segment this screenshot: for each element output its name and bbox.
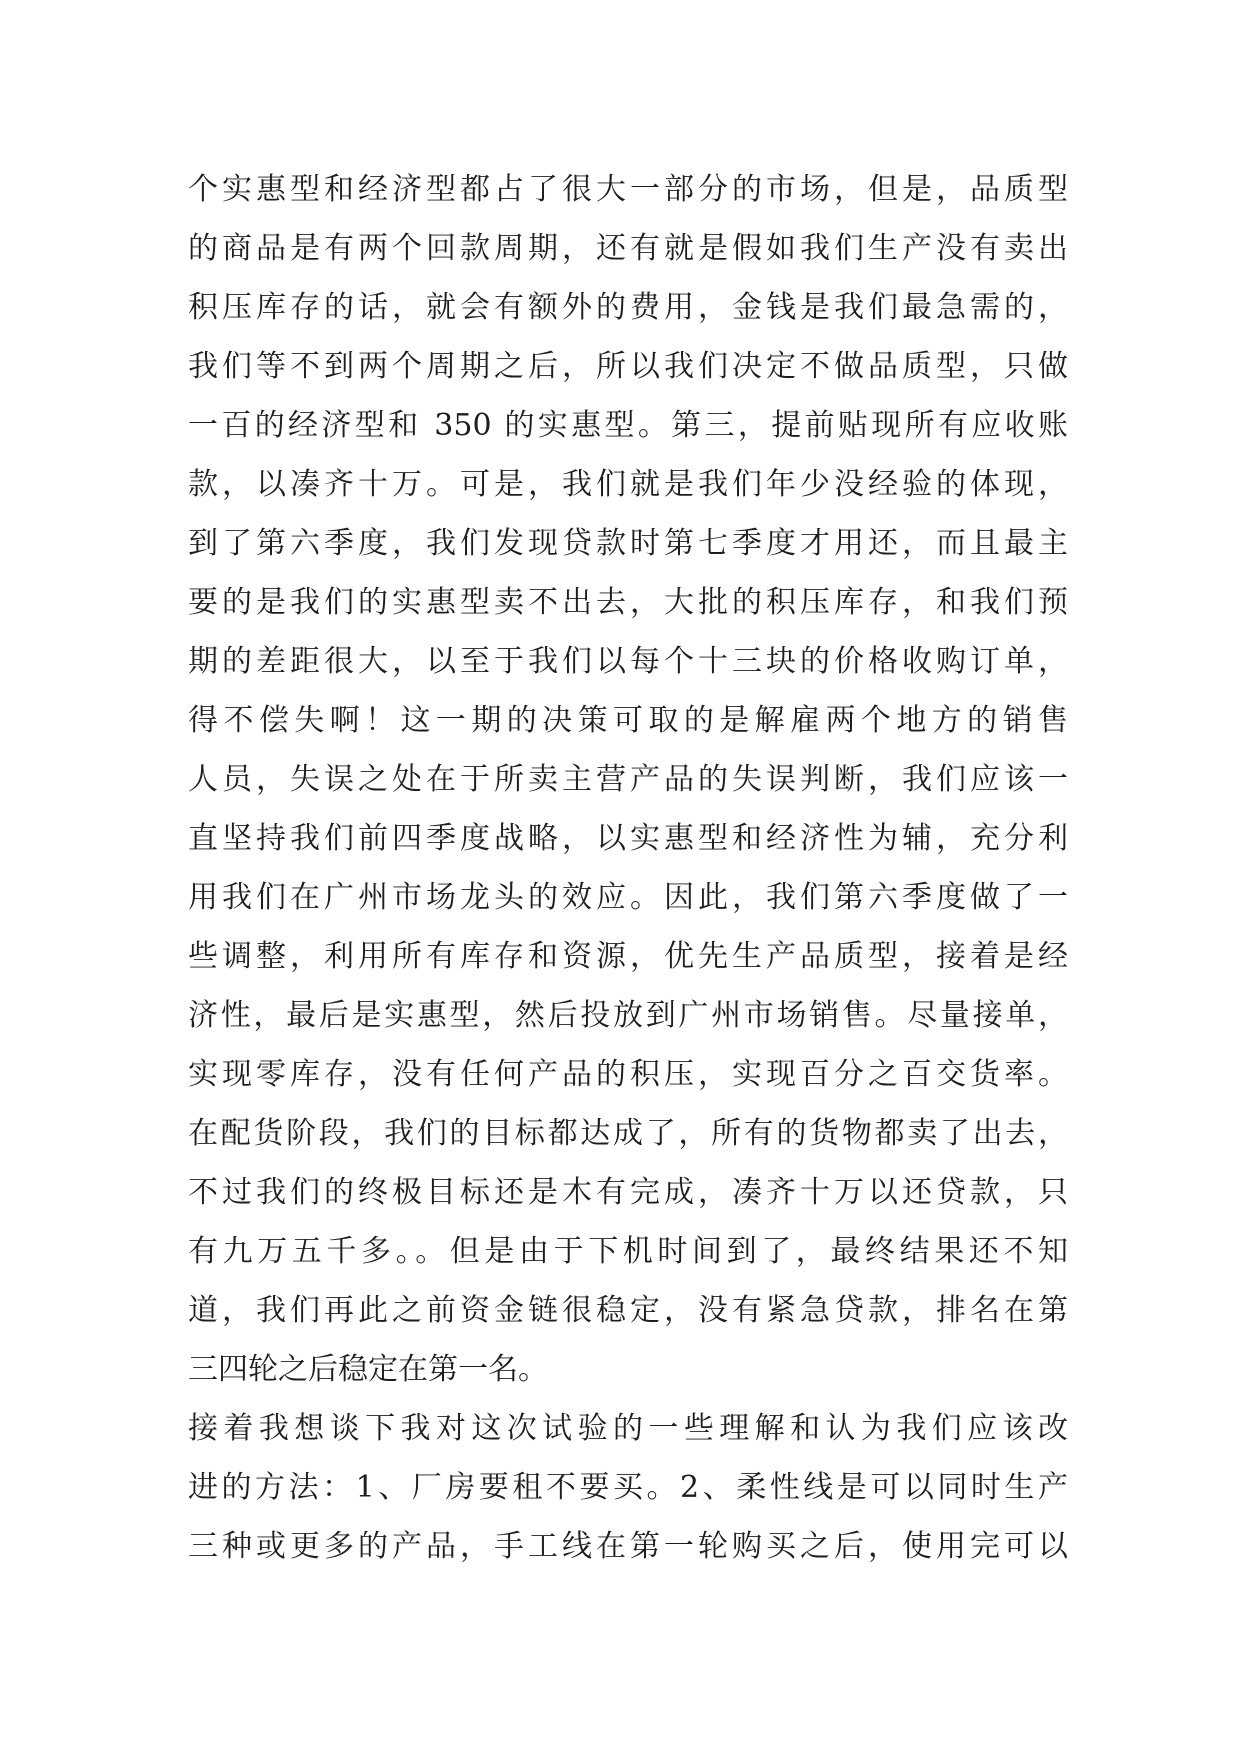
text-line: 道，我们再此之前资金链很稳定，没有紧急贷款，排名在第 xyxy=(188,1293,1068,1328)
text-line: 款，以凑齐十万。可是，我们就是我们年少没经验的体现， xyxy=(188,467,1068,502)
text-line: 期的差距很大，以至于我们以每个十三块的价格收购订单， xyxy=(188,644,1068,679)
text-line: 直坚持我们前四季度战略，以实惠型和经济性为辅，充分利 xyxy=(188,821,1068,856)
text-line: 三四轮之后稳定在第一名。 xyxy=(188,1352,548,1387)
text-line: 的商品是有两个回款周期，还有就是假如我们生产没有卖出 xyxy=(188,231,1068,266)
text-line: 得不偿失啊！这一期的决策可取的是解雇两个地方的销售 xyxy=(188,703,1068,738)
body-text xyxy=(188,160,1068,1576)
text-line: 一百的经济型和 350 的实惠型。第三，提前贴现所有应收账 xyxy=(188,408,1068,443)
text-line: 不过我们的终极目标还是木有完成，凑齐十万以还贷款，只 xyxy=(188,1175,1068,1210)
text-line: 到了第六季度，我们发现贷款时第七季度才用还，而且最主 xyxy=(188,526,1068,561)
text-line: 积压库存的话，就会有额外的费用，金钱是我们最急需的， xyxy=(188,290,1068,325)
text-line: 我们等不到两个周期之后，所以我们决定不做品质型，只做 xyxy=(188,349,1068,384)
text-line: 济性，最后是实惠型，然后投放到广州市场销售。尽量接单， xyxy=(188,998,1068,1033)
text-line: 有九万五千多。。但是由于下机时间到了，最终结果还不知 xyxy=(188,1234,1068,1269)
text-line: 个实惠型和经济型都占了很大一部分的市场，但是，品质型 xyxy=(188,172,1068,207)
text-line: 在配货阶段，我们的目标都达成了，所有的货物都卖了出去， xyxy=(188,1116,1068,1151)
text-line: 三种或更多的产品，手工线在第一轮购买之后，使用完可以 xyxy=(188,1529,1068,1564)
text-line: 接着我想谈下我对这次试验的一些理解和认为我们应该改 xyxy=(188,1411,1068,1446)
text-line: 用我们在广州市场龙头的效应。因此，我们第六季度做了一 xyxy=(188,880,1068,915)
text-line: 进的方法：1、厂房要租不要买。2、柔性线是可以同时生产 xyxy=(188,1470,1068,1505)
text-line: 些调整，利用所有库存和资源，优先生产品质型，接着是经 xyxy=(188,939,1068,974)
text-line: 要的是我们的实惠型卖不出去，大批的积压库存，和我们预 xyxy=(188,585,1068,620)
text-line: 人员，失误之处在于所卖主营产品的失误判断，我们应该一 xyxy=(188,762,1068,797)
text-line: 实现零库存，没有任何产品的积压，实现百分之百交货率。 xyxy=(188,1057,1068,1092)
